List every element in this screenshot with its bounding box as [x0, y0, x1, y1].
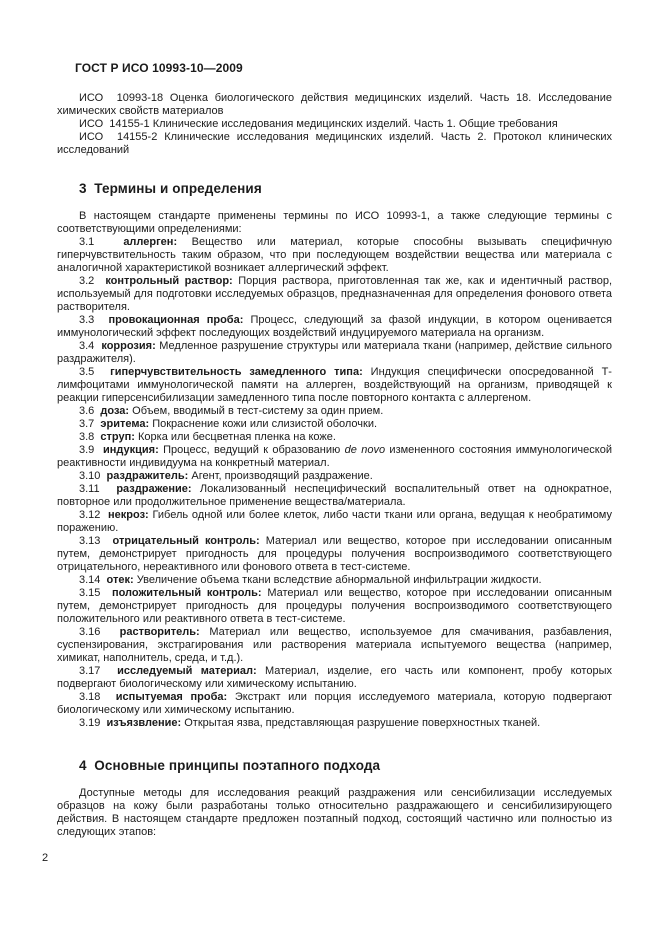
term-name: контрольный раствор:: [105, 275, 233, 287]
term-definition-text: Увеличение объема ткани вследствие абнормальной инфильтрации жидкости.: [136, 574, 542, 586]
term-definition-text: Порция раствора, приготовленная так же, как и идентичный раствор, используемый для подготовки исследуемых образцов, предназначенная для определения фонового ответа растворителя.: [57, 275, 612, 313]
term-definition-paragraph: [57, 535, 612, 574]
term-definition-text: Материал, изделие, его часть или компонент, пробу которых подвергают биологическому или химическому испытанию.: [57, 665, 612, 690]
term-name: эритема:: [100, 418, 150, 430]
term-definition-text: Корка или бесцветная пленка на коже.: [138, 431, 336, 443]
term-number: 3.19: [79, 717, 101, 729]
term-name: раздражение:: [116, 483, 192, 495]
term-number: 3.14: [79, 574, 101, 586]
term-name: провокационная проба:: [108, 314, 244, 326]
term-number: 3.5: [79, 366, 95, 378]
term-definition-text: Открытая язва, представляющая разрушение поверхностных тканей.: [184, 717, 541, 729]
page-number: 2: [42, 852, 49, 864]
term-definition-paragraph: [57, 314, 612, 340]
term-number: 3.15: [79, 587, 101, 599]
term-name: положительный контроль:: [111, 587, 262, 599]
term-number: 3.9: [79, 444, 95, 456]
term-definition-paragraph: [57, 509, 612, 535]
term-definition-text: Материал или вещество, которое при исследовании описанным путем, демонстрирует пригодность для процедуры получения воспроизводимого соответствующего отрицательного, нереактивного или фонового ответа в тест-системе.: [57, 535, 612, 573]
term-definition-text: Локализованный неспецифический воспалительный ответ на однократное, повторное или продолжительное применение вещества/материала.: [57, 483, 612, 508]
term-name: изъязвление:: [106, 717, 182, 729]
term-definition-text: Индукция специфически опосредованной Т-лимфоцитами иммунологической памяти на аллерген, воздействующий на организм, приводящей к реакции гиперсенсибилизации замедленного типа после повторного контакта с аллергеном.: [57, 366, 612, 404]
term-name: аллерген:: [123, 236, 178, 248]
term-definition-paragraph: [57, 275, 612, 314]
term-definition-text: Агент, производящий раздражение.: [191, 470, 373, 482]
section-4-paragraph: Доступные методы для исследования реакций раздражения или сенсибилизации исследуемых образцов на кожу были разработаны только относительно раздражающего и сенсибилизирующего действия. В настоящем стандарте предложен поэтапный подход, состоящий частично или полностью из следующих этапов:: [57, 787, 612, 838]
term-definition-text: Экстракт или порция исследуемого материала, которую подвергают биологическому или химическому испытанию.: [57, 691, 612, 716]
normative-references-block: [57, 92, 612, 157]
term-definition-paragraph: [57, 444, 612, 470]
section-3-intro: В настоящем стандарте применены термины по ИСО 10993-1, а также следующие термины с соответствующими определениями:: [57, 210, 612, 235]
term-definition-paragraph: [57, 236, 612, 275]
term-number: 3.10: [79, 470, 101, 482]
term-definition-paragraph: [57, 405, 612, 418]
reference-item: ИСО 14155-2 Клинические исследования медицинских изделий. Часть 2. Протокол клинических исследований: [57, 131, 612, 156]
term-number: 3.7: [79, 418, 95, 430]
term-definition-paragraph: [57, 626, 612, 665]
term-definition-text: Материал или вещество, которое при исследовании описанным путем, демонстрирует пригодность для процедуры получения воспроизводимого соответствующего положительного или реактивного ответа в тест-системе.: [57, 587, 612, 625]
term-definition-text: Гибель одной или более клеток, либо части ткани или органа, ведущая к необратимому поражению.: [57, 509, 612, 534]
term-definition-paragraph: [57, 574, 612, 587]
term-definition-text: Материал или вещество, используемое для смачивания, разбавления, суспензирования, экстрагирования или растворения материала испытуемого вещества (например, химикат, наполнитель, среда, и т.д.).: [57, 626, 612, 664]
term-definition-paragraph: [57, 587, 612, 626]
term-number: 3.8: [79, 431, 95, 443]
term-definition-paragraph: [57, 431, 612, 444]
reference-item: ИСО 10993-18 Оценка биологического действия медицинских изделий. Часть 18. Исследование химических свойств материалов: [57, 92, 612, 117]
term-number: 3.16: [79, 626, 101, 638]
term-name: исследуемый материал:: [117, 665, 257, 677]
term-name: испытуемая проба:: [115, 691, 228, 703]
term-number: 3.18: [79, 691, 101, 703]
page-content: [57, 61, 612, 839]
term-name: растворитель:: [119, 626, 200, 638]
term-definition-paragraph: [57, 340, 612, 366]
term-definition-text: Покраснение кожи или слизистой оболочки.: [152, 418, 378, 430]
term-name: некроз:: [108, 509, 149, 521]
term-definition-text: Вещество или материал, которые способны вызывать специфичную гиперчувствительность таким образом, что при последующем воздействии вещества или материала с аналогичной характеристикой возникает аллергический эффект.: [57, 236, 612, 274]
term-name: отек:: [106, 574, 134, 586]
term-definition-paragraph: [57, 691, 612, 717]
latin-phrase: de novo: [344, 444, 386, 456]
term-definition-paragraph: [57, 483, 612, 509]
term-number: 3.17: [79, 665, 101, 677]
term-definition-paragraph: [57, 665, 612, 691]
running-header: ГОСТ Р ИСО 10993-10—2009: [75, 61, 243, 75]
term-number: 3.1: [79, 236, 95, 248]
term-name: отрицательный контроль:: [112, 535, 260, 547]
term-definition-text: измененного состояния иммунологической реактивности индивидуума на конкретный материал.: [57, 444, 612, 469]
term-number: 3.2: [79, 275, 95, 287]
term-name: гиперчувствительность замедленного типа:: [110, 366, 363, 378]
term-number: 3.6: [79, 405, 95, 417]
term-definition-text: Процесс, ведущий к образованию: [163, 444, 345, 456]
term-definition-paragraph: [57, 470, 612, 483]
term-name: индукция:: [103, 444, 159, 456]
term-definition-paragraph: [57, 418, 612, 431]
term-number: 3.11: [79, 483, 100, 495]
term-number: 3.4: [79, 340, 95, 352]
term-name: доза:: [100, 405, 130, 417]
term-name: струп:: [100, 431, 135, 443]
section-4-heading: 4 Основные принципы поэтапного подхода: [79, 758, 381, 773]
section-3-heading: 3 Термины и определения: [79, 181, 262, 196]
term-name: раздражитель:: [106, 470, 189, 482]
term-name: коррозия:: [101, 340, 156, 352]
term-definition-paragraph: [57, 366, 612, 405]
term-number: 3.12: [79, 509, 101, 521]
term-definition-paragraph: [57, 717, 612, 730]
term-definition-text: Медленное разрушение структуры или материала ткани (например, действие сильного раздражителя).: [57, 340, 612, 365]
term-number: 3.13: [79, 535, 101, 547]
term-definition-text: Объем, вводимый в тест-систему за один прием.: [132, 405, 384, 417]
term-number: 3.3: [79, 314, 95, 326]
terms-list: [57, 236, 612, 730]
reference-item: ИСО 14155-1 Клинические исследования медицинских изделий. Часть 1. Общие требования: [79, 118, 558, 130]
term-definition-text: Процесс, следующий за фазой индукции, в котором оценивается иммунологический эффект последующих воздействий индуцируемого материала на организм.: [57, 314, 613, 339]
